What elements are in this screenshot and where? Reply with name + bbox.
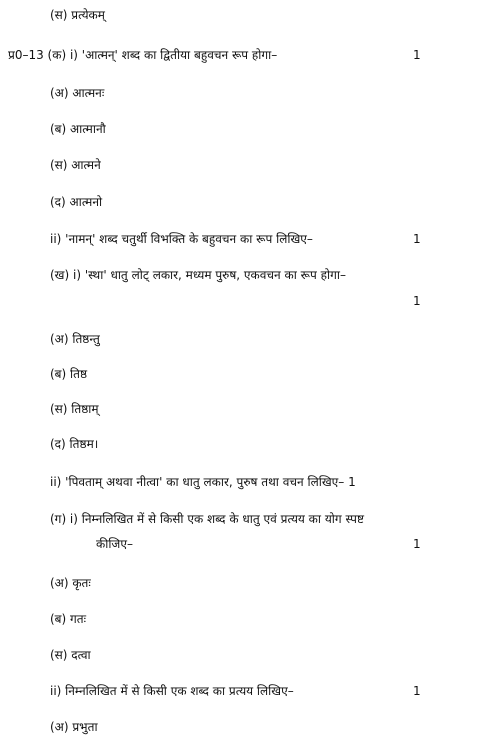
question-13-ka-i: प्र0–13 (क) i) 'आत्मन्' शब्द का द्वितीया बहुवचन रूप होगा– xyxy=(8,48,278,62)
marks: 1 xyxy=(413,232,421,246)
marks: 1 xyxy=(413,537,421,551)
question-kha-ii: ii) 'पिवताम् अथवा नीत्वा' का धातु लकार, पुरुष तथा वचन लिखिए– 1 xyxy=(50,475,356,489)
option-sa-prev: (स) प्रत्येकम् xyxy=(50,8,105,22)
question-kha-i: (ख) i) 'स्था' धातु लोट् लकार, मध्यम पुरुष, एकवचन का रूप होगा– xyxy=(50,268,346,282)
question-ga-i-cont: कीजिए– xyxy=(96,537,133,551)
option-da: (द) तिष्ठम। xyxy=(50,437,99,451)
marks: 1 xyxy=(413,294,421,308)
marks: 1 xyxy=(413,48,421,62)
option-a: (अ) आत्मनः xyxy=(50,86,105,100)
option-b: (ब) आत्मानौ xyxy=(50,122,106,136)
option-sa: (स) तिष्ठाम् xyxy=(50,402,99,416)
option-b: (ब) गतः xyxy=(50,612,87,626)
option-da: (द) आत्मनो xyxy=(50,195,103,209)
option-a: (अ) तिष्ठन्तु xyxy=(50,332,100,346)
option-b: (ब) तिष्ठ xyxy=(50,367,88,381)
question-ga-i: (ग) i) निम्नलिखित में से किसी एक शब्द के धातु एवं प्रत्यय का योग स्पष्ट xyxy=(50,512,364,526)
marks: 1 xyxy=(413,684,421,698)
question-ka-ii: ii) 'नामन्' शब्द चतुर्थी विभक्ति के बहुवचन का रूप लिखिए– xyxy=(50,232,313,246)
option-sa: (स) आत्मने xyxy=(50,158,101,172)
option-a: (अ) कृतः xyxy=(50,576,91,590)
option-a: (अ) प्रभुता xyxy=(50,720,98,734)
question-ga-ii: ii) निम्नलिखित में से किसी एक शब्द का प्रत्यय लिखिए– xyxy=(50,684,294,698)
option-sa: (स) दत्वा xyxy=(50,648,91,662)
